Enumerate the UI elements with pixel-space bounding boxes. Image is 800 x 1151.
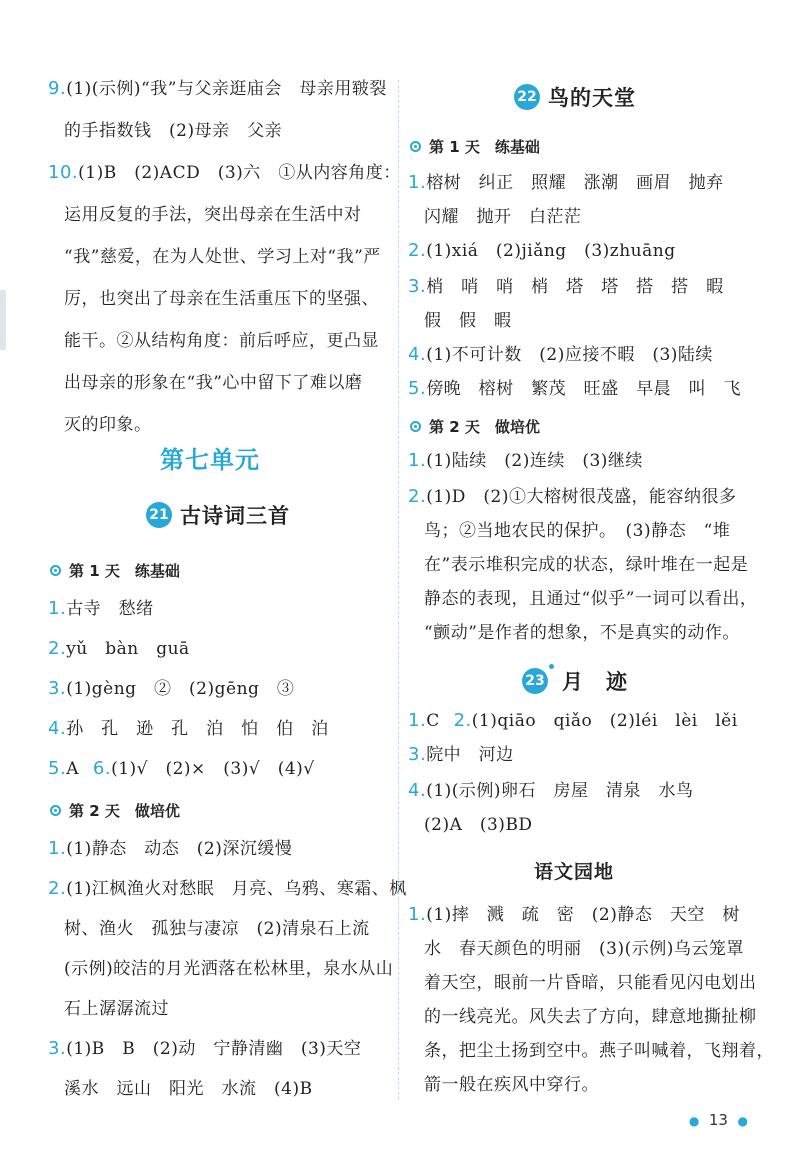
question-10-line2: 运用反复的手法，突出母亲在生活中对 bbox=[64, 205, 362, 225]
day1-question-4: 4.孙 孔 逊 孔 泊 怕 伯 泊 bbox=[48, 718, 329, 739]
circle-bullet-icon bbox=[50, 565, 61, 576]
r-day2-question-2-line2: 鸟；②当地农民的保护。 (3)静态 “堆 bbox=[424, 521, 731, 541]
question-9-line1: 9.(1)(示例)“我”与父亲逛庙会 母亲用皲裂 bbox=[48, 78, 387, 99]
l23-question-1-2: 1.C 2.(1)qiāo qiǎo (2)léi lèi lěi bbox=[408, 710, 738, 731]
circle-bullet-icon bbox=[50, 805, 61, 816]
question-number: 10. bbox=[48, 162, 79, 183]
garden-question-1-line6: 箭一般在疾风中穿行。 bbox=[424, 1075, 599, 1095]
section-title-yuwen-yuandi: 语文园地 bbox=[534, 861, 615, 883]
unit-title: 第七单元 bbox=[160, 446, 260, 474]
day2-question-3-line2: 溪水 远山 阳光 水流 (4)B bbox=[64, 1079, 313, 1099]
page-number: ● 13 ● bbox=[688, 1111, 748, 1129]
lesson-21-heading bbox=[146, 500, 290, 530]
lesson-number-badge: 23 bbox=[522, 668, 548, 694]
r-day2-question-1: 1.(1)陆续 (2)连续 (3)继续 bbox=[408, 450, 643, 471]
lesson-23-heading bbox=[522, 666, 628, 696]
badge-dot-icon bbox=[549, 664, 554, 669]
question-10-line4: 厉，也突出了母亲在生活重压下的坚强、 bbox=[64, 289, 379, 309]
garden-question-1-line2: 水 春天颜色的明丽 (3)(示例)乌云笼罩 bbox=[424, 939, 744, 959]
day-1-heading: 第 1 天 练基础 bbox=[410, 136, 540, 157]
question-10-line7: 灭的印象。 bbox=[64, 415, 152, 435]
page-edge-mark bbox=[0, 290, 6, 350]
question-10-line3: “我”慈爱，在为人处世、学习上对“我”严 bbox=[64, 247, 381, 267]
day1-question-3: 3.(1)gèng ② (2)gēng ③ bbox=[48, 678, 295, 699]
r-day1-question-1-line2: 闪耀 抛开 白茫茫 bbox=[424, 207, 582, 227]
day1-question-5-6: 5.A 6.(1)√ (2)× (3)√ (4)√ bbox=[48, 758, 315, 779]
r-day1-question-3-line1: 3.梢 哨 哨 梢 塔 塔 搭 搭 暇 bbox=[408, 276, 724, 297]
l23-question-4-line2: (2)A (3)BD bbox=[424, 815, 533, 835]
day2-question-2-line4: 石上潺潺流过 bbox=[64, 999, 169, 1019]
garden-question-1-line5: 条，把尘土扬到空中。燕子叫喊着，飞翔着， bbox=[424, 1041, 774, 1061]
question-10-line5: 能干。②从结构角度：前后呼应，更凸显 bbox=[64, 331, 379, 351]
lesson-title: 古诗词三首 bbox=[180, 504, 290, 528]
question-number: 9. bbox=[48, 78, 67, 99]
day1-question-1: 1.古寺 愁绪 bbox=[48, 598, 154, 619]
day2-question-2-line3: (示例)皎洁的月光洒落在松林里，泉水从山 bbox=[64, 959, 394, 979]
dot-icon: ● bbox=[737, 1114, 748, 1128]
question-10-line6: 出母亲的形象在“我”心中留下了难以磨 bbox=[64, 373, 363, 393]
r-day2-question-2-line3: 在”表示堆积完成的状态，绿叶堆在一起是 bbox=[424, 555, 749, 575]
lesson-number-badge: 22 bbox=[514, 84, 540, 110]
l23-question-4-line1: 4.(1)(示例)卵石 房屋 清泉 水鸟 bbox=[408, 780, 694, 801]
lesson-22-heading bbox=[514, 82, 636, 112]
r-day1-question-2: 2.(1)xiá (2)jiǎng (3)zhuāng bbox=[408, 240, 676, 261]
r-day1-question-3-line2: 假 假 暇 bbox=[424, 311, 512, 331]
garden-question-1-line3: 着天空，眼前一片昏暗，只能看见闪电划出 bbox=[424, 973, 757, 993]
question-10-line1: 10.(1)B (2)ACD (3)六 ①从内容角度： bbox=[48, 162, 401, 183]
garden-question-1-line1: 1.(1)摔 溅 疏 密 (2)静态 天空 树 bbox=[408, 904, 740, 925]
day-2-heading: 第 2 天 做培优 bbox=[410, 416, 540, 437]
r-day1-question-4: 4.(1)不可计数 (2)应接不暇 (3)陆续 bbox=[408, 344, 713, 365]
lesson-title: 鸟的天堂 bbox=[548, 86, 636, 110]
question-9-line2: 的手指数钱 (2)母亲 父亲 bbox=[64, 121, 283, 141]
r-day1-question-1-line1: 1.榕树 纠正 照耀 涨潮 画眉 抛弃 bbox=[408, 172, 724, 193]
r-day2-question-2-line1: 2.(1)D (2)①大榕树很茂盛，能容纳很多 bbox=[408, 486, 737, 507]
l23-question-3: 3.院中 河边 bbox=[408, 744, 514, 765]
day-2-heading: 第 2 天 做培优 bbox=[50, 800, 180, 821]
garden-question-1-line4: 的一线亮光。风失去了方向，肆意地撕扯柳 bbox=[424, 1007, 757, 1027]
circle-bullet-icon bbox=[410, 421, 421, 432]
column-divider bbox=[398, 80, 399, 1100]
circle-bullet-icon bbox=[410, 141, 421, 152]
day2-question-1: 1.(1)静态 动态 (2)深沉缓慢 bbox=[48, 838, 293, 859]
day2-question-3-line1: 3.(1)B B (2)动 宁静清幽 (3)天空 bbox=[48, 1038, 362, 1059]
r-day1-question-5: 5.傍晚 榕树 繁茂 旺盛 早晨 叫 飞 bbox=[408, 378, 742, 399]
r-day2-question-2-line4: 静态的表现，且通过“似乎”一词可以看出， bbox=[424, 589, 758, 609]
day1-question-2: 2.yǔ bàn guā bbox=[48, 638, 190, 659]
day2-question-2-line2: 树、渔火 孤独与凄凉 (2)清泉石上流 bbox=[64, 919, 370, 939]
r-day2-question-2-line5: “颤动”是作者的想象，不是真实的动作。 bbox=[424, 623, 740, 643]
lesson-title: 月 迹 bbox=[562, 670, 628, 694]
dot-icon: ● bbox=[688, 1114, 700, 1128]
day2-question-2-line1: 2.(1)江枫渔火对愁眠 月亮、乌鸦、寒霜、枫 bbox=[48, 878, 407, 899]
day-1-heading: 第 1 天 练基础 bbox=[50, 560, 180, 581]
lesson-number-badge: 21 bbox=[146, 502, 172, 528]
